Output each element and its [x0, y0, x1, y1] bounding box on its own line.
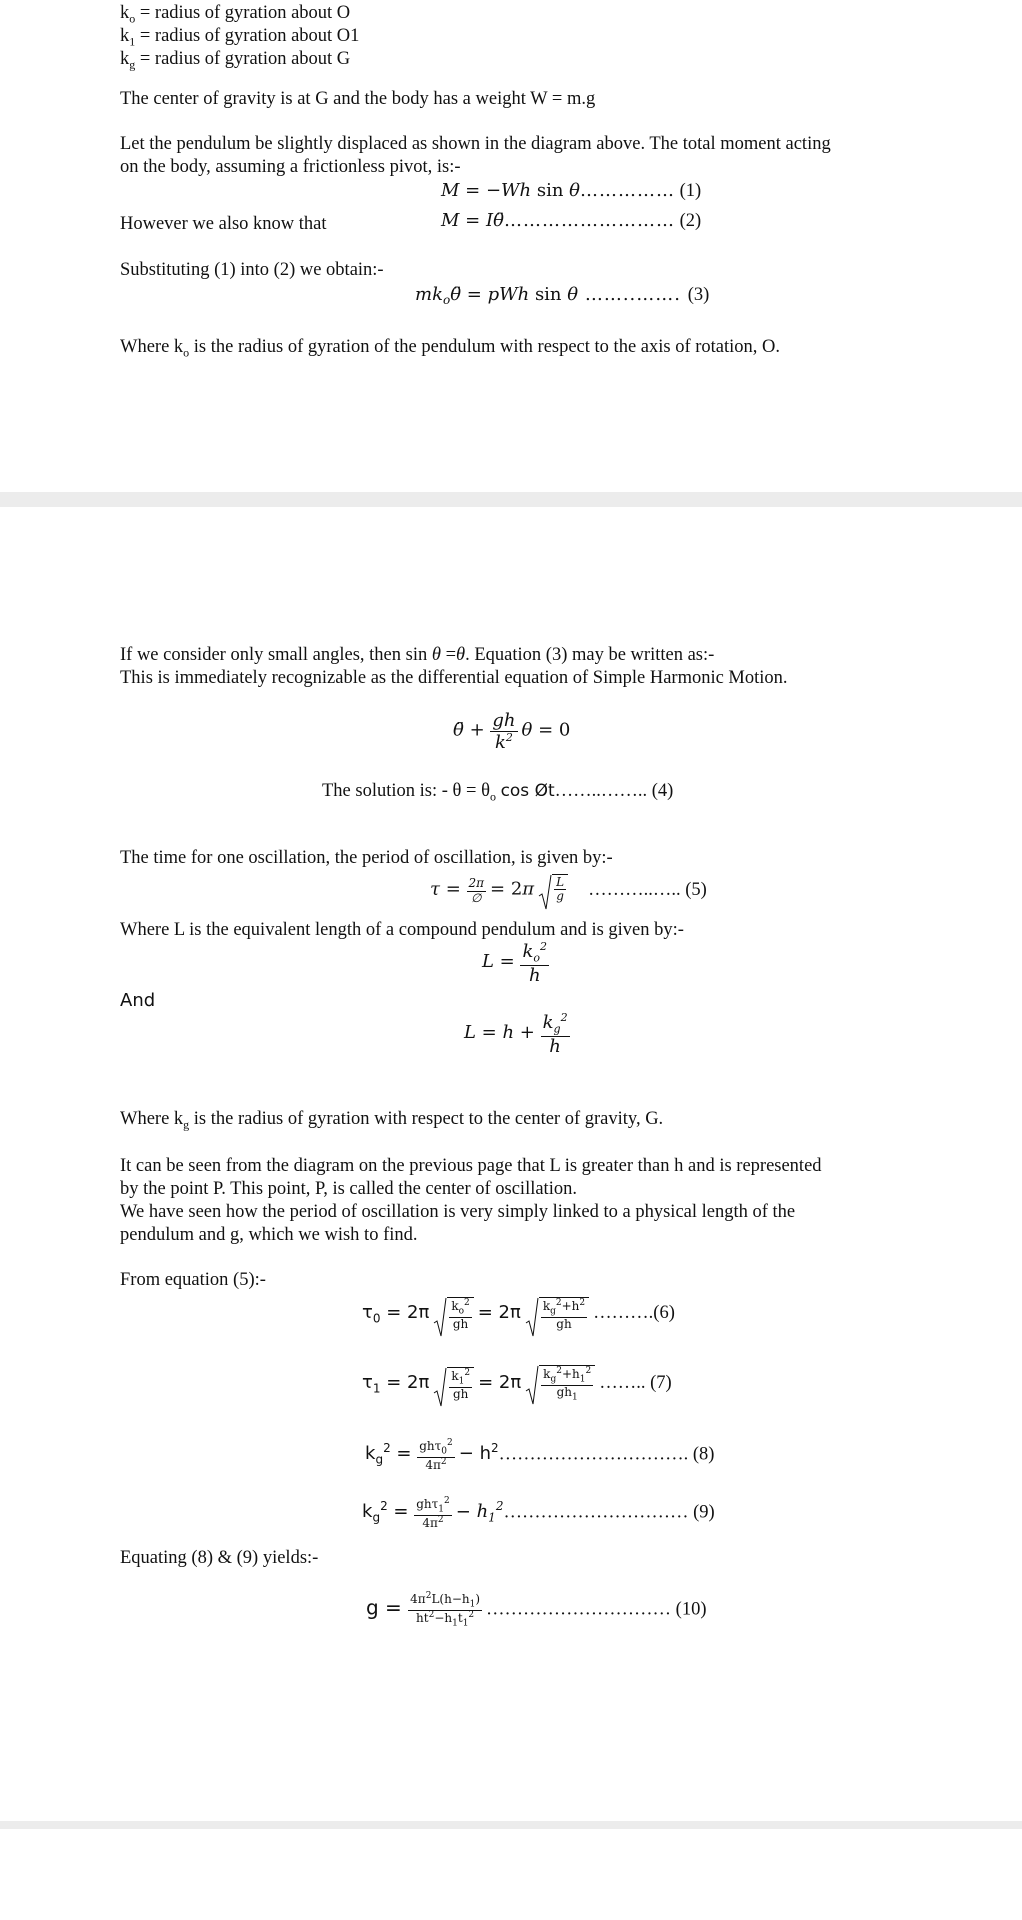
from-equation-5-text: From equation (5):-: [120, 1270, 266, 1290]
equation-10: g = $\frac{4\pi^2L(h-h_1)}{ht^2-h_1t_1^2}$ ………………………… (10): [366, 1591, 707, 1629]
paragraph-line-1: It can be seen from the diagram on the previous page that L is greater than h and is represented: [120, 1156, 822, 1176]
center-of-gravity-text: The center of gravity is at G and the body has a weight W = m.g: [120, 89, 596, 109]
equation-6: $\tau_0 = 2\pi$ $\frac{k_o^2}{gh}$ = 2π $\frac{k_g^2+h^2}{gh}$ ……….(6): [362, 1297, 675, 1331]
L-equation-2: L = h + $\frac{k_g^2}{h}$: [464, 1011, 568, 1057]
shm-text: This is immediately recognizable as the differential equation of Simple Harmonic Motion.: [120, 668, 788, 688]
page-separator: [0, 492, 1022, 507]
equation-8: $k_g^2$ = $\frac{gh\tau_0^2}{4\pi^2}$ − $h^2\dots\dots\dots\dots\dots\dots\dots\dots\dots\dots$. (8): [365, 1438, 715, 1473]
paragraph-line-3: We have seen how the period of oscillation is very simply linked to a physical length of the: [120, 1202, 796, 1222]
equation-1: M = −Wh sin θ…………… (1): [441, 180, 702, 201]
definition-k1: $k_1$ = radius of gyration about O1: [120, 26, 360, 49]
displacement-text-line-1: Let the pendulum be slightly displaced as shown in the diagram above. The total moment acting: [120, 134, 831, 154]
where-ko-text: Where $k_o$ is the radius of gyration of the pendulum with respect to the axis of rotation, O.: [120, 337, 781, 360]
paragraph-line-4: pendulum and g, which we wish to find.: [120, 1225, 418, 1245]
L-equation-1: L = $\frac{k_o^2}{h}$: [482, 940, 548, 986]
equation-5: τ = $\frac{2\pi}{\emptyset}$ = 2π $\frac{L}{g}$ ………..….. (5): [430, 874, 707, 908]
equation-7: $\tau_1 = 2\pi$ $\frac{k_1^2}{gh}$ = 2π $\frac{k_g^2+h_1^2}{gh_1}$ …….. (7): [362, 1365, 672, 1404]
period-text: The time for one oscillation, the period of oscillation, is given by:-: [120, 848, 613, 868]
where-L-text: Where L is the equivalent length of a compound pendulum and is given by:-: [120, 920, 684, 940]
displacement-text-line-2: on the body, assuming a frictionless pivot, is:-: [120, 157, 461, 177]
equating-text: Equating (8) & (9) yields:-: [120, 1548, 319, 1568]
paragraph-line-2: by the point P. This point, P, is called the center of oscillation.: [120, 1179, 577, 1199]
document-page-1: [0, 0, 1022, 492]
and-label: And: [120, 990, 156, 1011]
equation-3: $mk_o\thetä$ = pWh sin θ ……..……. (3): [415, 284, 710, 308]
equation-9: $k_g^2$ = $\frac{gh\tau_1^2}{4\pi^2}$ − $h_1^2\dots\dots\dots\dots\dots\dots\dots\dots\dots\dots$ (9): [362, 1496, 715, 1531]
small-angles-text: If we consider only small angles, then sin θ =θ. Equation (3) may be written as:-: [120, 645, 715, 665]
document-page-2: [0, 507, 1022, 1821]
definition-ko: $k_o$ = radius of gyration about O: [120, 3, 351, 26]
however-text: However we also know that: [120, 214, 327, 234]
shm-equation: θ̈ + $\frac{gh}{k^2}$ θ = 0: [453, 710, 571, 753]
definition-kg: $k_g$ = radius of gyration about G: [120, 49, 351, 72]
where-kg-text: Where $k_g$ is the radius of gyration with respect to the center of gravity, G.: [120, 1109, 664, 1132]
substituting-text: Substituting (1) into (2) we obtain:-: [120, 260, 384, 280]
equation-2: M = Iθ̈……………………… (2): [441, 210, 702, 231]
page-separator-bottom: [0, 1821, 1022, 1829]
solution-equation-4: The solution is: - $\theta = \theta_o$ cos Øt……..…….. (4): [322, 781, 674, 804]
